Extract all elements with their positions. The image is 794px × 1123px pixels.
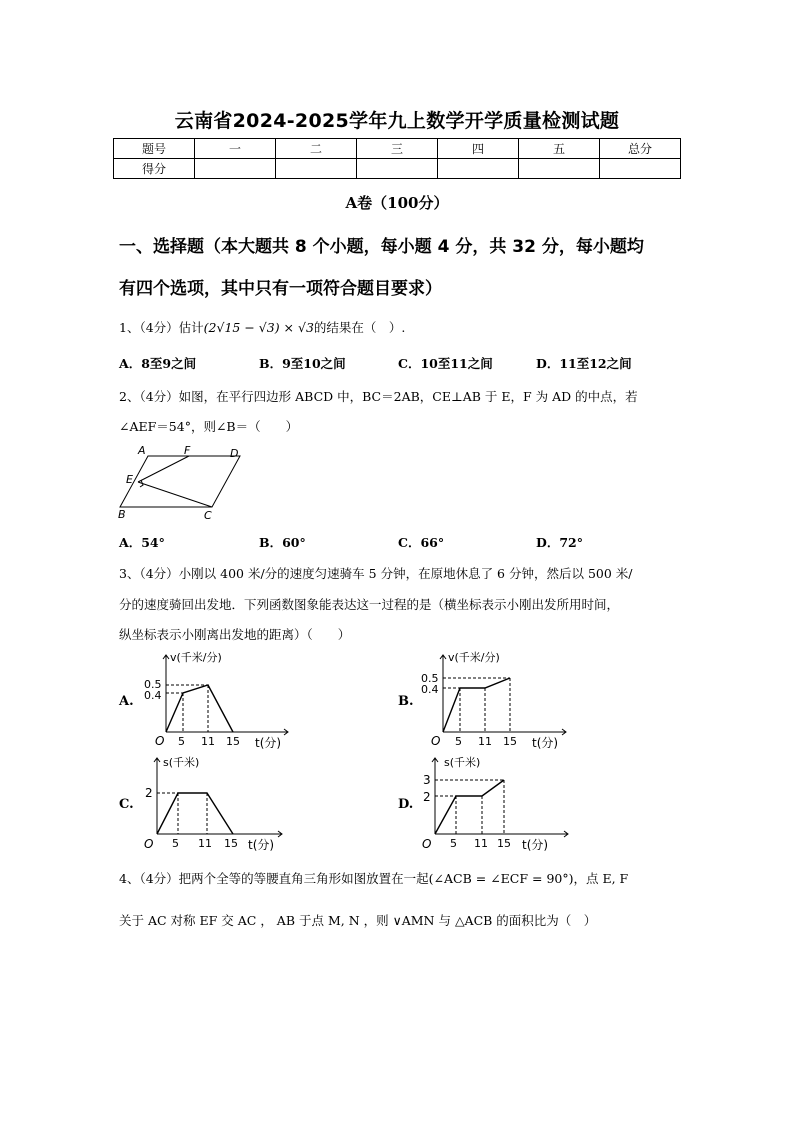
graph-b-origin: O bbox=[431, 734, 441, 748]
graph-b-ylabel: v(千米/分) bbox=[448, 651, 500, 664]
graph-b-xtick-1: 11 bbox=[478, 735, 492, 748]
score-row-label: 得分 bbox=[114, 159, 195, 179]
q3-graph-d bbox=[418, 752, 588, 858]
score-cell[interactable] bbox=[519, 159, 600, 179]
score-cell[interactable] bbox=[195, 159, 276, 179]
q2-parallelogram-figure bbox=[112, 440, 252, 526]
graph-b-xtick-2: 15 bbox=[503, 735, 517, 748]
graph-d-ytick-1: 2 bbox=[423, 790, 431, 804]
graph-d-ytick-0: 3 bbox=[423, 773, 431, 787]
graph-c-xlabel: t(分) bbox=[248, 838, 275, 852]
q4-stem-line2: 关于 AC 对称 EF 交 AC ， AB 于点 M, N ，则 ∨AMN 与 △ACB 的面积比为（ ） bbox=[119, 913, 597, 928]
q3-graph-a-label[interactable]: A. bbox=[119, 694, 134, 709]
q1-prefix: 1、（4分）估计 bbox=[119, 320, 204, 335]
graph-d-origin: O bbox=[422, 837, 432, 851]
graph-d-xlabel: t(分) bbox=[522, 838, 549, 852]
score-table-header-row bbox=[114, 139, 681, 159]
score-cell[interactable] bbox=[438, 159, 519, 179]
graph-c-ylabel: s(千米) bbox=[163, 756, 200, 769]
graph-a-xtick-2: 15 bbox=[226, 735, 240, 748]
q1-stem bbox=[119, 318, 405, 336]
graph-c-origin: O bbox=[144, 837, 154, 851]
q3-graph-d-label[interactable]: D. bbox=[398, 797, 414, 812]
graph-d-xtick-2: 15 bbox=[497, 837, 511, 850]
score-cell[interactable] bbox=[357, 159, 438, 179]
q1-option-a[interactable]: A．8至9之间 bbox=[119, 356, 197, 371]
section1-heading-line2: 有四个选项，其中只有一项符合题目要求） bbox=[119, 279, 442, 299]
graph-b-ytick-0: 0.5 bbox=[421, 672, 439, 685]
q1-option-c[interactable]: C．10至11之间 bbox=[398, 356, 493, 371]
q3-stem-line1: 3、（4分）小刚以 400 米/分的速度匀速骑车 5 分钟，在原地休息了 6 分钟，然后以 500 米/ bbox=[119, 566, 633, 581]
score-cell[interactable] bbox=[276, 159, 357, 179]
paper-a-heading: A卷（100分） bbox=[345, 194, 449, 212]
graph-a-xtick-0: 5 bbox=[178, 735, 185, 748]
graph-a-origin: O bbox=[155, 734, 165, 748]
graph-b-ytick-1: 0.4 bbox=[421, 683, 439, 696]
graph-c-xtick-0: 5 bbox=[172, 837, 179, 850]
score-header-cell: 二 bbox=[276, 139, 357, 159]
q3-graph-c-label[interactable]: C. bbox=[119, 797, 134, 812]
label-f: F bbox=[184, 444, 191, 457]
score-table-score-row bbox=[114, 159, 681, 179]
q3-stem-line3: 纵坐标表示小刚离出发地的距离）（ ） bbox=[119, 627, 351, 642]
graph-c-xtick-1: 11 bbox=[198, 837, 212, 850]
label-b: B bbox=[118, 508, 126, 521]
q1-option-b[interactable]: B．9至10之间 bbox=[259, 356, 346, 371]
q2-stem-line1: 2、（4分）如图，在平行四边形 ABCD 中，BC＝2AB，CE⊥AB 于 E，F 为 AD 的中点，若 bbox=[119, 389, 638, 404]
q3-graph-b-label[interactable]: B. bbox=[398, 694, 414, 709]
graph-d-xtick-1: 11 bbox=[474, 837, 488, 850]
graph-c-ytick-0: 2 bbox=[145, 786, 153, 800]
graph-a-xlabel: t(分) bbox=[255, 736, 282, 750]
graph-c-xtick-2: 15 bbox=[224, 837, 238, 850]
graph-b-xtick-0: 5 bbox=[455, 735, 462, 748]
q1-suffix: 的结果在（ ）. bbox=[313, 320, 406, 335]
score-header-cell: 总分 bbox=[600, 139, 681, 159]
q4-stem-line1: 4、（4分）把两个全等的等腰直角三角形如图放置在一起(∠ACB = ∠ECF = 90°)，点 E, F bbox=[119, 871, 629, 886]
graph-a-ytick-0: 0.5 bbox=[144, 678, 162, 691]
q3-stem-line2: 分的速度骑回出发地．下列函数图象能表达这一过程的是（横坐标表示小刚出发所用时间， bbox=[119, 597, 620, 612]
score-header-cell: 三 bbox=[357, 139, 438, 159]
q3-graph-a bbox=[140, 647, 300, 753]
graph-a-ylabel: v(千米/分) bbox=[170, 651, 222, 664]
label-c: C bbox=[204, 509, 212, 522]
q2-option-a[interactable]: A．54° bbox=[119, 535, 165, 550]
label-d: D bbox=[230, 447, 239, 460]
score-header-cell: 一 bbox=[195, 139, 276, 159]
graph-a-xtick-1: 11 bbox=[201, 735, 215, 748]
q3-graph-b bbox=[418, 647, 578, 753]
score-header-cell: 五 bbox=[519, 139, 600, 159]
q1-expression: (2√15 − √3) × √3 bbox=[203, 320, 314, 335]
score-cell[interactable] bbox=[600, 159, 681, 179]
graph-d-ylabel: s(千米) bbox=[444, 756, 481, 769]
score-table bbox=[113, 138, 681, 179]
graph-b-xlabel: t(分) bbox=[532, 736, 559, 750]
score-header-cell: 四 bbox=[438, 139, 519, 159]
label-e: E bbox=[126, 473, 133, 486]
q2-option-b[interactable]: B．60° bbox=[259, 535, 306, 550]
parallelogram-abcd bbox=[120, 456, 240, 507]
q2-stem-line2: ∠AEF＝54°，则∠B＝（ ） bbox=[119, 419, 299, 434]
section1-heading-line1: 一、选择题（本大题共 8 个小题，每小题 4 分，共 32 分，每小题均 bbox=[119, 237, 644, 257]
q3-graph-c bbox=[140, 752, 300, 858]
q2-option-d[interactable]: D．72° bbox=[536, 535, 583, 550]
q2-option-c[interactable]: C．66° bbox=[398, 535, 445, 550]
page-title: 云南省2024-2025学年九上数学开学质量检测试题 bbox=[174, 110, 620, 132]
q1-option-d[interactable]: D．11至12之间 bbox=[536, 356, 632, 371]
graph-a-ytick-1: 0.4 bbox=[144, 689, 162, 702]
label-a: A bbox=[138, 444, 146, 457]
score-header-cell: 题号 bbox=[114, 139, 195, 159]
graph-d-xtick-0: 5 bbox=[450, 837, 457, 850]
